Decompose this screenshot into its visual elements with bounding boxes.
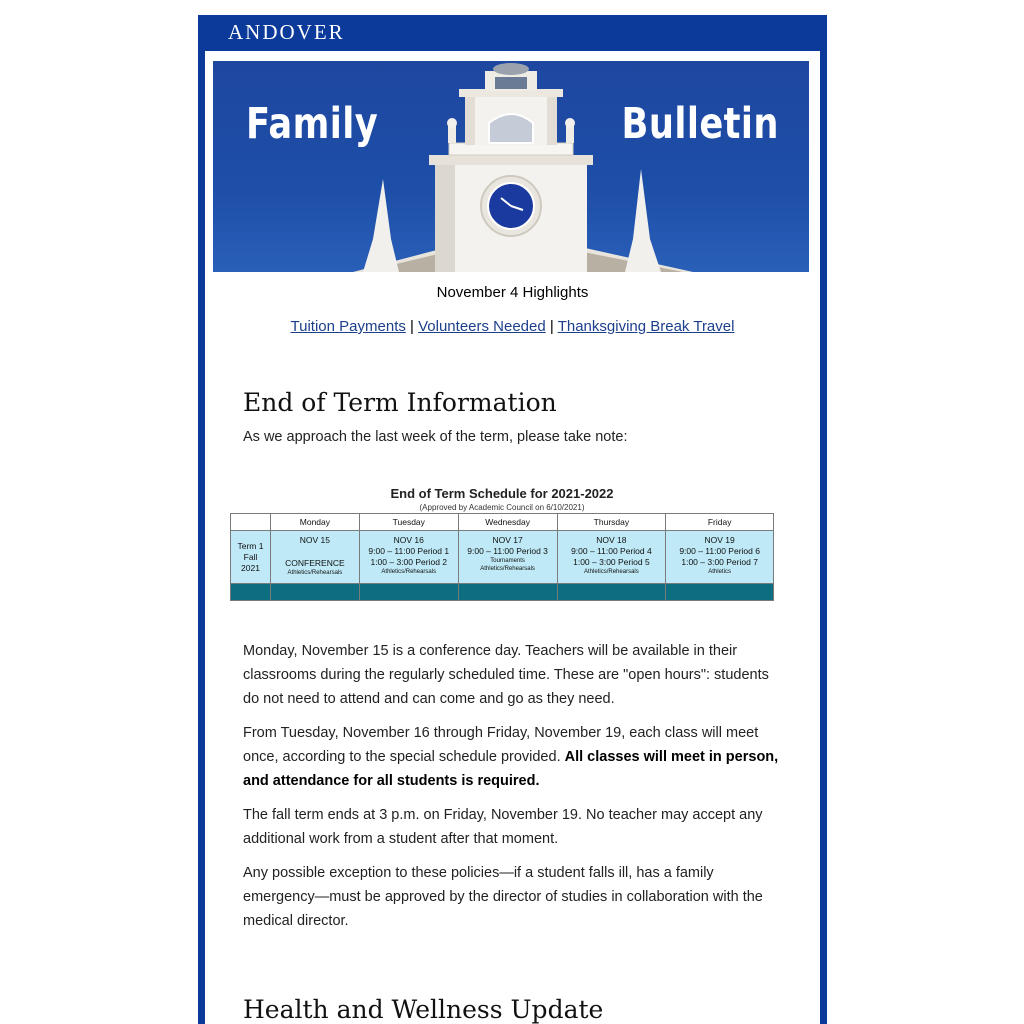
section-title-end-of-term: End of Term Information bbox=[243, 388, 557, 417]
schedule-header-cell: Thursday bbox=[557, 514, 666, 531]
hero-banner bbox=[213, 61, 809, 272]
schedule-day-cell bbox=[557, 531, 666, 584]
schedule-header-cell bbox=[231, 514, 271, 531]
day-date: NOV 15 bbox=[299, 535, 331, 545]
day-date: NOV 16 bbox=[393, 535, 424, 545]
brand-logo: ANDOVER bbox=[228, 20, 345, 44]
day-line2: 1:00 – 3:00 Period 5 bbox=[573, 557, 650, 567]
day-date: NOV 17 bbox=[492, 535, 523, 545]
day-line1: 9:00 – 11:00 Period 3 bbox=[467, 546, 548, 556]
schedule-table bbox=[230, 513, 774, 601]
day-line2: 1:00 – 3:00 Period 7 bbox=[681, 557, 758, 567]
paragraph-term-end: The fall term ends at 3 p.m. on Friday, November 19. No teacher may accept any additional work from a student after that moment. bbox=[243, 807, 763, 847]
schedule-header-cell: Wednesday bbox=[458, 514, 557, 531]
highlight-links bbox=[205, 318, 820, 335]
day-line2: CONFERENCE bbox=[285, 558, 345, 568]
hero-title-left: Family bbox=[246, 99, 379, 149]
day-line1: 9:00 – 11:00 Period 4 bbox=[571, 546, 652, 556]
schedule-day-cell bbox=[458, 531, 557, 584]
paragraph-class-meetings bbox=[243, 721, 783, 793]
paragraph-conference-day: Monday, November 15 is a conference day. Teachers will be available in their classrooms during the regularly scheduled time. These are "open hours": students do not need to attend and can come and go as they need. bbox=[243, 643, 769, 707]
day-note: Athletics/Rehearsals bbox=[287, 570, 343, 576]
schedule-footer-row bbox=[231, 584, 774, 601]
term-label-cell: Term 1 Fall 2021 bbox=[231, 531, 271, 584]
link-tuition-payments[interactable]: Tuition Payments bbox=[290, 318, 406, 335]
link-thanksgiving-travel[interactable]: Thanksgiving Break Travel bbox=[557, 318, 735, 335]
paragraph-text: From Tuesday, November 16 through Friday, November 19, each class will meet once, according to the special schedule provided. bbox=[243, 725, 759, 765]
day-note: Athletics/Rehearsals bbox=[381, 569, 437, 575]
schedule-header-cell: Tuesday bbox=[359, 514, 458, 531]
schedule-day-cell bbox=[359, 531, 458, 584]
schedule-header-cell: Monday bbox=[270, 514, 359, 531]
paragraph-exceptions: Any possible exception to these policies—if a student falls ill, has a family emergency—must be approved by the director of studies in collaboration with the medical director. bbox=[243, 865, 763, 929]
paragraph-bold-text: All classes will meet in person, and attendance for all students is required. bbox=[243, 749, 779, 789]
schedule-header-cell: Friday bbox=[666, 514, 774, 531]
section-intro: As we approach the last week of the term, please take note: bbox=[243, 429, 628, 445]
link-separator: | bbox=[549, 318, 554, 335]
hero-title-right: Bulletin bbox=[621, 99, 779, 149]
highlights-heading: November 4 Highlights bbox=[436, 284, 589, 301]
clock-tower-image bbox=[213, 61, 809, 272]
day-note: Athletics/Rehearsals bbox=[584, 569, 639, 575]
schedule-term-row bbox=[231, 531, 774, 584]
day-line1: 9:00 – 11:00 Period 6 bbox=[679, 546, 760, 556]
schedule-header-row bbox=[231, 514, 774, 531]
day-note: Athletics bbox=[708, 569, 731, 575]
section-title-health: Health and Wellness Update bbox=[243, 995, 604, 1024]
day-line2: 1:00 – 3:00 Period 2 bbox=[370, 557, 448, 567]
schedule-subtitle: (Approved by Academic Council on 6/10/2021) bbox=[419, 503, 585, 512]
link-separator: | bbox=[410, 318, 414, 335]
day-line1 bbox=[271, 546, 359, 558]
day-line2: Tournaments bbox=[490, 558, 525, 564]
day-date: NOV 18 bbox=[596, 535, 627, 545]
schedule-day-cell bbox=[666, 531, 774, 584]
day-note: Athletics/Rehearsals bbox=[480, 566, 535, 572]
schedule-day-cell bbox=[270, 531, 359, 584]
day-date: NOV 19 bbox=[704, 535, 735, 545]
schedule-title: End of Term Schedule for 2021-2022 bbox=[390, 486, 614, 501]
link-volunteers-needed[interactable]: Volunteers Needed bbox=[418, 318, 546, 335]
day-line1: 9:00 – 11:00 Period 1 bbox=[368, 546, 450, 556]
